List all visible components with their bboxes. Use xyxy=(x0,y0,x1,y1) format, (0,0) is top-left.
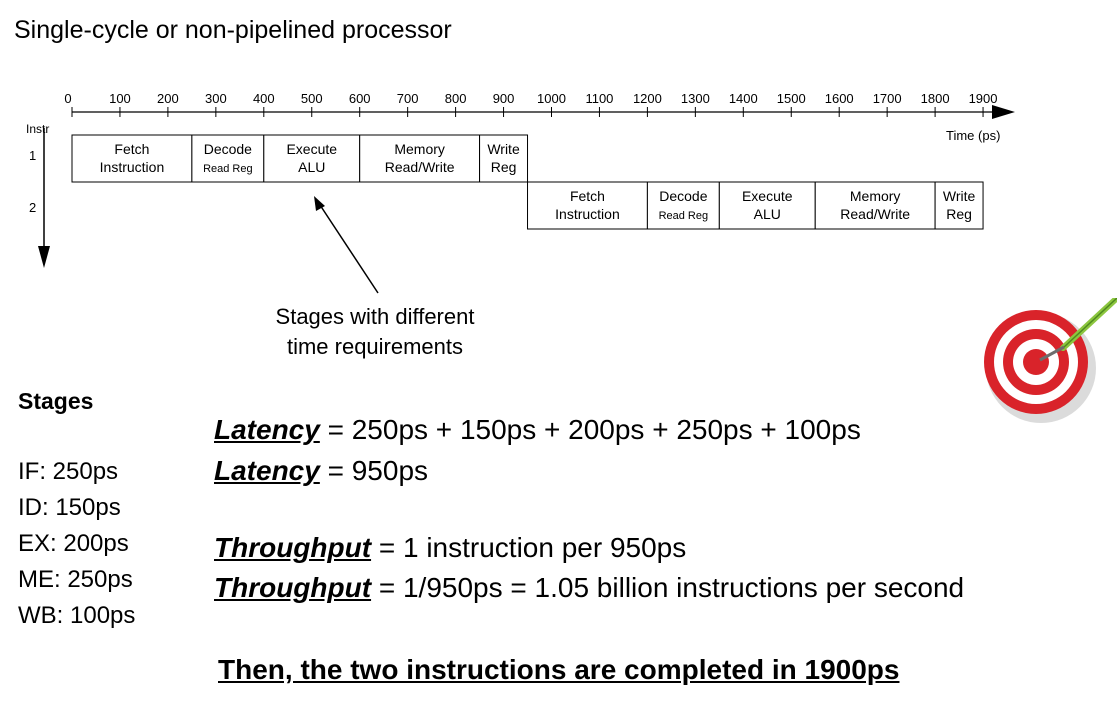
stage-box-sublabel: Instruction xyxy=(555,206,620,222)
stage-wb: WB: 100ps xyxy=(18,602,136,629)
stage-box-label: Execute xyxy=(741,188,793,204)
time-tick-label: 800 xyxy=(444,91,467,106)
stage-box-sublabel: Read Reg xyxy=(658,210,709,222)
time-tick-label: 1500 xyxy=(776,91,806,106)
callout-note xyxy=(220,302,530,362)
time-tick-label: 1000 xyxy=(537,91,566,106)
time-tick-label: 1600 xyxy=(824,91,854,106)
stage-box-label: Memory xyxy=(849,188,901,204)
time-tick-label: 300 xyxy=(204,91,227,106)
callout-arrow-line xyxy=(320,205,378,293)
stage-box-sublabel: ALU xyxy=(298,159,326,175)
latency-keyword: Latency xyxy=(214,455,320,486)
stages-heading: Stages xyxy=(18,388,94,414)
time-tick-label: 900 xyxy=(492,91,515,106)
time-axis-arrowhead xyxy=(992,105,1015,119)
stage-box-label: Fetch xyxy=(569,188,605,204)
latency-expression: = 250ps + 150ps + 200ps + 250ps + 100ps xyxy=(319,414,861,445)
time-tick-label: 1900 xyxy=(968,91,998,106)
throughput-result: = 1/950ps = 1.05 billion instructions per second xyxy=(371,572,965,603)
timing-diagram xyxy=(0,0,1117,300)
stage-box-sublabel: Reg xyxy=(946,206,972,222)
time-tick-label: 1100 xyxy=(585,91,614,106)
stage-box-sublabel: Read/Write xyxy=(840,206,911,222)
throughput-keyword: Throughput xyxy=(214,532,372,563)
stage-box-sublabel: ALU xyxy=(753,206,781,222)
stage-box-label: Fetch xyxy=(114,141,150,157)
page-title: Single-cycle or non-pipelined processor xyxy=(14,16,452,44)
instr-1-label: 1 xyxy=(29,148,37,163)
time-tick-label: 200 xyxy=(157,91,179,106)
stage-box-label: Decode xyxy=(203,141,252,157)
time-axis xyxy=(64,91,997,117)
stage-box-label: Write xyxy=(487,141,520,157)
latency-formula-2 xyxy=(214,455,428,487)
instr-axis-label: Instr xyxy=(26,122,50,136)
time-axis-label: Time (ps) xyxy=(946,128,1001,143)
latency-keyword: Latency xyxy=(214,414,320,445)
instr-axis-arrowhead xyxy=(38,246,50,268)
stage-box-sublabel: Reg xyxy=(490,159,517,175)
throughput-formula-2 xyxy=(214,572,964,604)
stage-box-label: Memory xyxy=(394,141,445,157)
throughput-keyword: Throughput xyxy=(214,572,372,603)
time-tick-label: 600 xyxy=(348,91,371,106)
stage-if: IF: 250ps xyxy=(18,458,119,485)
stage-box-sublabel: Instruction xyxy=(99,159,165,175)
time-tick-label: 0 xyxy=(64,91,72,106)
stage-box-sublabel: Read Reg xyxy=(203,163,253,175)
latency-result: = 950ps xyxy=(319,455,429,486)
dartboard-target-icon xyxy=(978,298,1117,438)
stage-box-label: Decode xyxy=(659,188,708,204)
latency-formula-1 xyxy=(214,414,861,446)
stage-box-label: Write xyxy=(942,188,976,204)
stage-me: ME: 250ps xyxy=(18,566,133,593)
instr-2-label: 2 xyxy=(29,200,37,215)
stage-box-sublabel: Read/Write xyxy=(384,159,455,175)
throughput-formula-1 xyxy=(214,532,686,564)
time-tick-label: 1800 xyxy=(920,91,950,106)
time-tick-label: 1200 xyxy=(632,91,662,106)
time-tick-label: 100 xyxy=(109,91,131,106)
conclusion-text: Then, the two instructions are completed in 1900ps xyxy=(218,654,900,685)
time-tick-label: 500 xyxy=(300,91,323,106)
time-tick-label: 700 xyxy=(396,91,419,106)
stage-ex: EX: 200ps xyxy=(18,530,129,557)
callout-line-2: time requirements xyxy=(286,334,464,359)
callout-line-1: Stages with different xyxy=(275,304,475,329)
time-tick-label: 1400 xyxy=(728,91,758,106)
time-tick-label: 1700 xyxy=(872,91,902,106)
stage-box-label: Execute xyxy=(286,141,338,157)
time-tick-label: 1300 xyxy=(680,91,710,106)
throughput-expression: = 1 instruction per 950ps xyxy=(371,532,687,563)
time-tick-label: 400 xyxy=(252,91,275,106)
stage-boxes xyxy=(72,135,983,229)
stage-id: ID: 150ps xyxy=(18,494,121,521)
